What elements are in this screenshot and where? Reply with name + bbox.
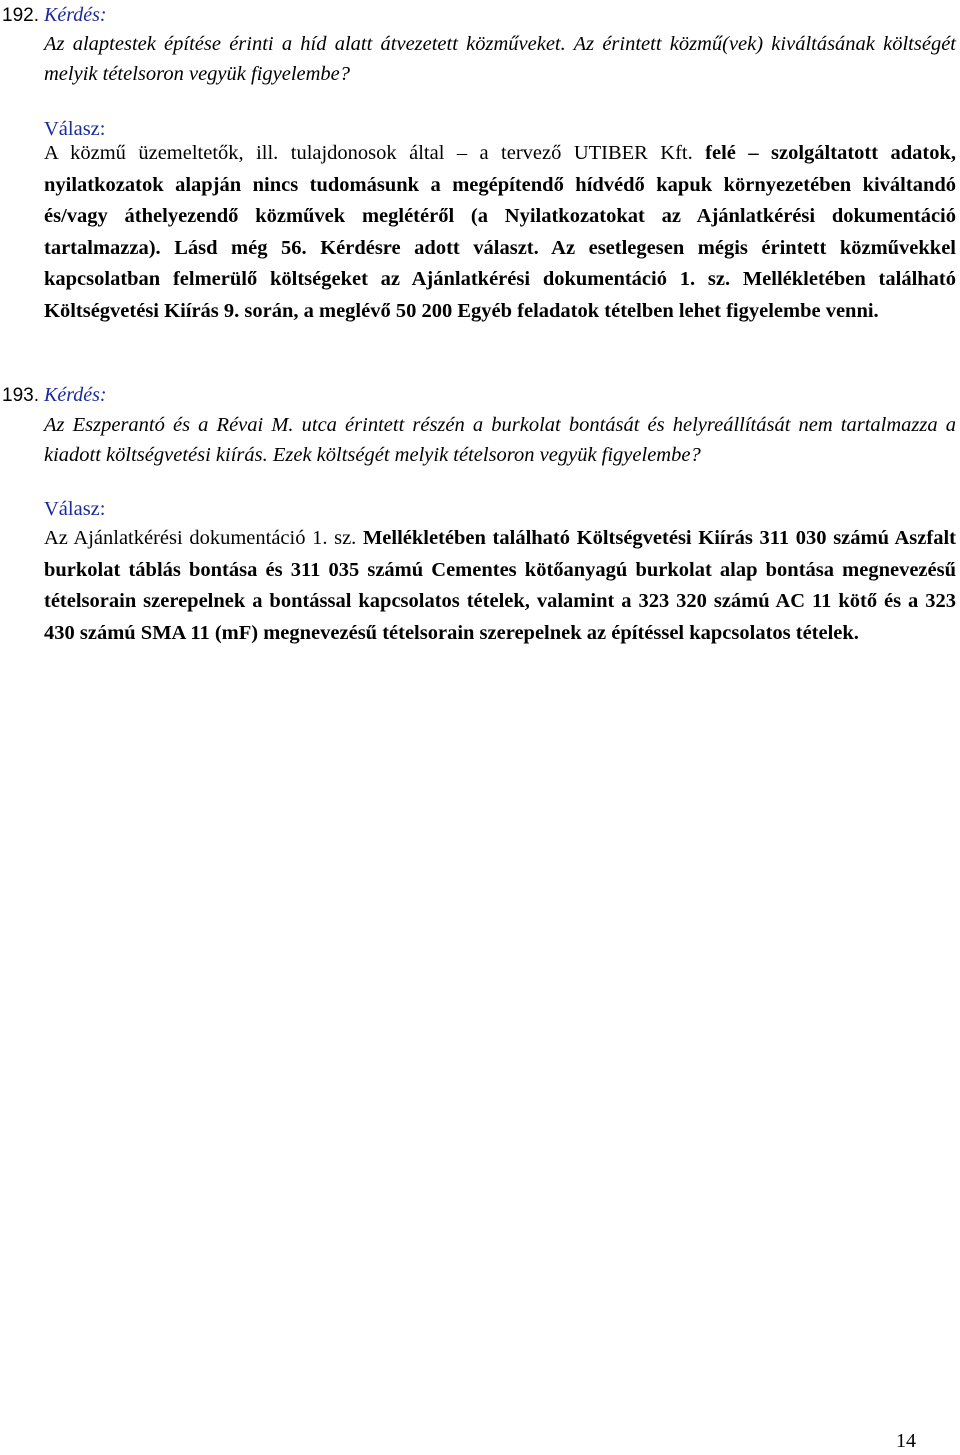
- answer-193-body: Mellékletében található Költségvetési Kiírás 311 030 számú Aszfalt burkolat táblás bontása és 311 035 számú Cementes kötőanyagú burkolat alap bontása megnevezésű tételsorain szerepelnek a bontással kapcsolatos tételek, valamint a 323 320 számú AC 11 kötő és a 323 430 számú SMA 11 (mF) megnevezésű tételsorain szerepelnek az építéssel kapcsolatos tételek.: [44, 527, 956, 644]
- answer-193-label: Válasz:: [44, 498, 106, 520]
- answer-192-body: felé – szolgáltatott adatok, nyilatkozatok alapján nincs tudomásunk a megépítendő hídvédő kapuk környezetében kiváltandó és/vagy áthelyezendő közművek meglétéről (a Nyilatkozatokat az Ajánlatkérési dokumentáció tartalmazza). Lásd még 56. Kérdésre adott választ. Az esetlegesen mégis érintett közművekkel kapcsolatban felmerülő költségeket az Ajánlatkérési dokumentáció 1. sz. Mellékletében található Költségvetési Kiírás 9. során, a meglévő 50 200 Egyéb feladatok tételben lehet figyelembe venni.: [44, 142, 956, 322]
- answer-193-intro: Az Ajánlatkérési dokumentáció 1. sz.: [44, 527, 357, 549]
- question-number: 193.: [2, 385, 39, 406]
- question-label: Kérdés:: [43, 384, 107, 406]
- question-192-text: Az alaptestek építése érinti a híd alatt átvezetett közműveket. Az érintett közmű(vek) kiváltásának költségét melyik tételsoron vegyük figyelembe?: [44, 33, 956, 85]
- answer-192-intro: A közmű üzemeltetők, ill. tulajdonosok által – a tervező UTIBER Kft.: [44, 142, 693, 164]
- question-193-heading: [2, 382, 107, 409]
- answer-193-text: [44, 523, 956, 649]
- page-number: 14: [896, 1430, 916, 1452]
- question-label: Kérdés:: [43, 4, 107, 26]
- answer-192-text: [44, 138, 956, 327]
- question-193-text: Az Eszperantó és a Révai M. utca érintett részén a burkolat bontását és helyreállítását nem tartalmazza a kiadott költségvetési kiírás. Ezek költségét melyik tételsoron vegyük figyelembe?: [44, 414, 956, 466]
- answer-192-label: Válasz:: [44, 118, 106, 140]
- question-192-heading: [2, 2, 107, 29]
- question-number: 192.: [2, 5, 39, 26]
